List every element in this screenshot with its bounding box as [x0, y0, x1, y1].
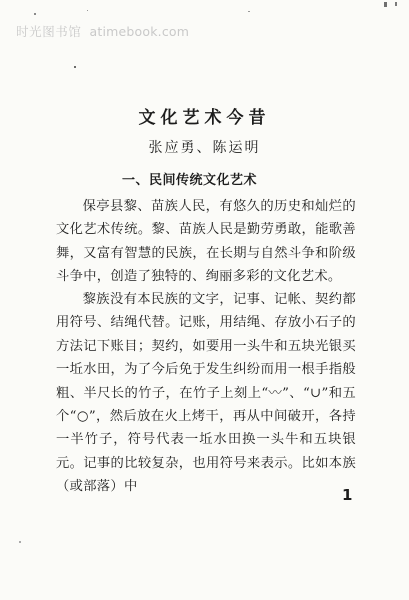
paragraph: 保亭县黎、苗族人民，有悠久的历史和灿烂的文化艺术传统。黎、苗族人民是勤劳勇敢，能歌善舞，又富有智慧的民族，在长期与自然斗争和阶级斗争中，创造了独特的、绚丽多彩的文化艺术。: [56, 199, 356, 285]
watermark-cn: 时光图书馆: [16, 24, 82, 39]
paragraph: 黎族没有本民族的文字，记事、记帐、契约都用符号、结绳代替。记账，用结绳、存放小石子的方法记下账目；契约，如要用一头牛和五块光银买一坵水田，为了今后免于发生纠纷而用一根手指般粗、半尺长的竹子，在竹子上刻上“〰”、“∪”和五个“○”，然后放在火上烤干，再从中间破开，各持一半竹子，符号代表一坵水田换一头牛和五块银元。记事的比较复杂，也用符号来表示。比如本族（或部落）中: [56, 292, 356, 495]
paragraph-1-block: [56, 195, 356, 289]
authors-line: 张应勇、陈运明: [148, 140, 261, 156]
watermark-url: atimebook.com: [89, 24, 190, 39]
page-title: 文化艺术今昔: [138, 108, 271, 128]
section-heading: 一、民间传统文化艺术: [122, 173, 258, 188]
page-number: 1: [342, 486, 353, 504]
paragraph-2-block: [56, 288, 356, 499]
watermark: [16, 22, 189, 40]
